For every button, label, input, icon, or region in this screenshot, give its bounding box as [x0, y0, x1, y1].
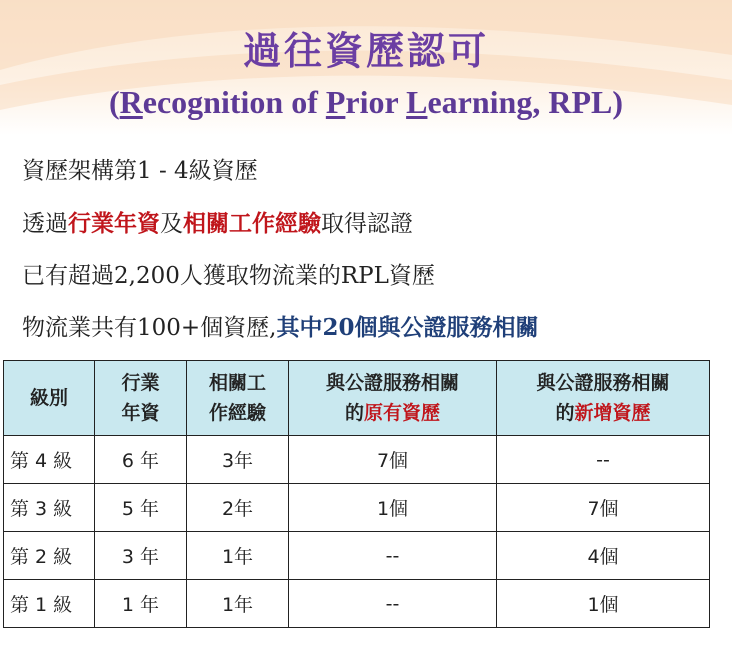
col-header-years: 行業 年資 [95, 361, 187, 436]
bullet-rpl-holders: 已有超過2,200人獲取物流業的RPL資歷 [22, 263, 435, 289]
cell-new: 7個 [497, 484, 710, 532]
cell-experience: 3年 [187, 436, 289, 484]
cell-level: 第 3 級 [4, 484, 95, 532]
table-row [4, 436, 710, 484]
col-header-level: 級別 [4, 361, 95, 436]
table-header-row [4, 361, 710, 436]
table-row [4, 532, 710, 580]
cell-years: 3 年 [95, 532, 187, 580]
cell-level: 第 2 級 [4, 532, 95, 580]
col-header-new-qualifications: 與公證服務相關 的新增資歷 [497, 361, 710, 436]
cell-new: -- [497, 436, 710, 484]
cell-experience: 2年 [187, 484, 289, 532]
cell-new: 1個 [497, 580, 710, 628]
cell-level: 第 4 級 [4, 436, 95, 484]
col-header-experience: 相關工 作經驗 [187, 361, 289, 436]
cell-original: -- [289, 532, 497, 580]
bullet-certification-route: 透過行業年資及相關工作經驗取得認證 [22, 210, 413, 237]
bullet-qf-levels: 資歷架構第1 - 4級資歷 [22, 158, 258, 184]
cell-level: 第 1 級 [4, 580, 95, 628]
table-row [4, 484, 710, 532]
page-subtitle: (Recognition of Prior Learning, RPL) [108, 84, 623, 120]
cell-new: 4個 [497, 532, 710, 580]
cell-original: 7個 [289, 436, 497, 484]
cell-original: 1個 [289, 484, 497, 532]
bullet-logistics-qualifications: 物流業共有100+個資歷,其中20個與公證服務相關 [22, 314, 539, 341]
rpl-qualification-table [3, 360, 710, 628]
cell-years: 6 年 [95, 436, 187, 484]
cell-years: 5 年 [95, 484, 187, 532]
col-header-original-qualifications: 與公證服務相關 的原有資歷 [289, 361, 497, 436]
title-banner [0, 0, 732, 135]
cell-experience: 1年 [187, 532, 289, 580]
cell-years: 1 年 [95, 580, 187, 628]
cell-original: -- [289, 580, 497, 628]
page-title: 過往資歷認可 [242, 28, 489, 73]
table-row [4, 580, 710, 628]
cell-experience: 1年 [187, 580, 289, 628]
